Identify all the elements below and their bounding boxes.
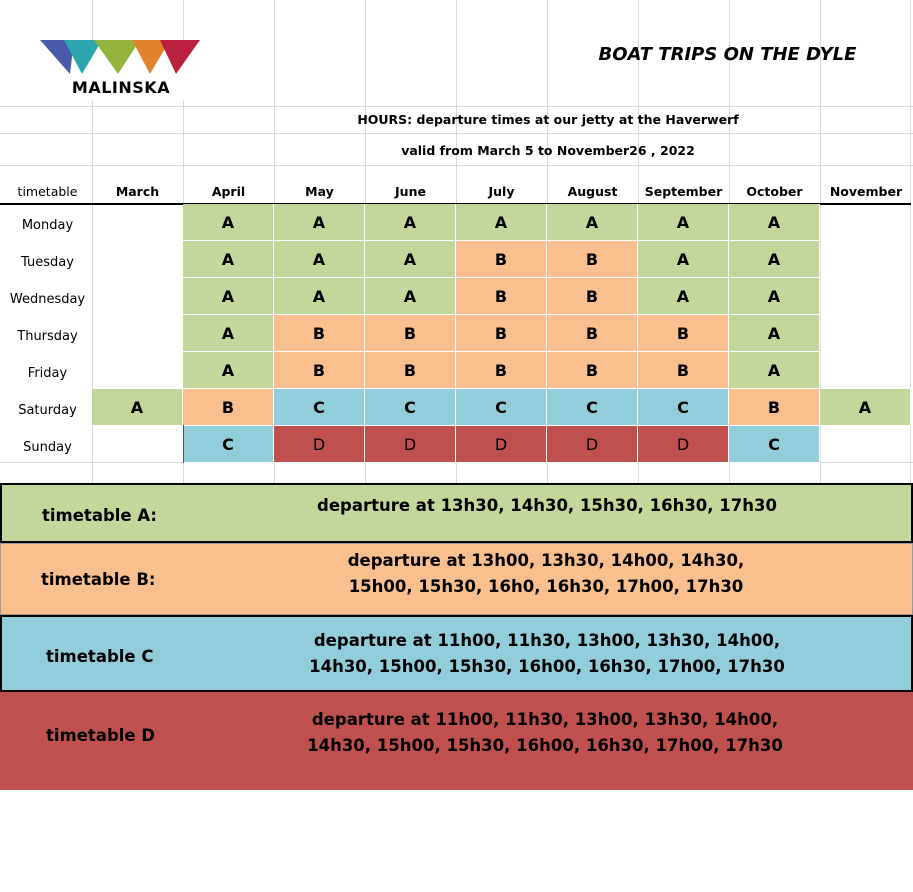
schedule-cell: A	[638, 204, 729, 241]
schedule-cell: B	[547, 352, 638, 389]
month-header: May	[305, 184, 334, 199]
schedule-cell: B	[456, 352, 547, 389]
valid-line: valid from March 5 to November26 , 2022	[401, 143, 695, 158]
schedule-cell: B	[456, 315, 547, 352]
malinska-logo	[40, 40, 202, 100]
schedule-cell: C	[729, 426, 820, 463]
departure-times	[211, 548, 881, 600]
departure-times	[210, 707, 880, 759]
timetable-label: timetable A:	[42, 506, 158, 525]
schedule-cell: A	[183, 278, 274, 315]
schedule-cell	[820, 352, 911, 389]
schedule-cell: B	[547, 278, 638, 315]
schedule-cell	[92, 315, 183, 352]
day-label: Wednesday	[9, 292, 86, 307]
month-header: July	[488, 184, 515, 199]
schedule-cell	[820, 241, 911, 278]
schedule-cell: B	[365, 352, 456, 389]
month-header: April	[211, 184, 246, 199]
schedule-cell: B	[547, 315, 638, 352]
departure-line: departure at 11h00, 11h30, 13h00, 13h30, 14h00,	[311, 710, 779, 729]
schedule-cell: A	[365, 241, 456, 278]
month-header: September	[644, 184, 723, 199]
hours-line: HOURS: departure times at our jetty at the Haverwerf	[357, 112, 739, 127]
schedule-cell: B	[274, 352, 365, 389]
schedule-cell: A	[274, 241, 365, 278]
schedule-cell: D	[456, 426, 547, 463]
schedule-cell: D	[274, 426, 365, 463]
timetable-band	[0, 692, 913, 790]
day-label: Tuesday	[21, 255, 74, 270]
schedule-cell: A	[365, 204, 456, 241]
schedule-cell: C	[183, 426, 274, 463]
departure-line: 15h00, 15h30, 16h0, 16h30, 17h00, 17h30	[348, 577, 744, 596]
day-label: Sunday	[23, 440, 72, 455]
logo-triangles-icon	[40, 40, 202, 76]
schedule-cell: A	[183, 352, 274, 389]
schedule-cell	[92, 204, 183, 241]
month-header: March	[115, 184, 160, 199]
schedule-cell: C	[365, 389, 456, 426]
schedule-cell: B	[729, 389, 820, 426]
month-header: June	[395, 184, 426, 199]
schedule-cell: A	[638, 241, 729, 278]
schedule-cell: B	[456, 278, 547, 315]
timetable-label: timetable D	[46, 726, 156, 745]
cell-outline	[183, 425, 275, 463]
departure-line: 14h30, 15h00, 15h30, 16h00, 16h30, 17h00, 17h30	[307, 736, 783, 755]
schedule-cell: C	[547, 389, 638, 426]
schedule-cell: A	[638, 278, 729, 315]
schedule-cell: A	[729, 204, 820, 241]
schedule-cell: A	[456, 204, 547, 241]
schedule-cell: B	[456, 241, 547, 278]
schedule-cell: D	[365, 426, 456, 463]
schedule-cell	[820, 204, 911, 241]
schedule-cell: A	[183, 241, 274, 278]
schedule-cell: C	[274, 389, 365, 426]
schedule-cell: A	[547, 204, 638, 241]
schedule-cell: A	[820, 389, 911, 426]
schedule-cell: A	[274, 204, 365, 241]
departure-line: departure at 13h30, 14h30, 15h30, 16h30, 17h30	[317, 496, 777, 515]
departure-line: departure at 13h00, 13h30, 14h00, 14h30,	[347, 551, 745, 570]
departure-times	[212, 493, 882, 519]
timetable-label: timetable B:	[41, 570, 156, 589]
schedule-cell	[92, 426, 183, 463]
schedule-cell	[92, 241, 183, 278]
schedule-cell: A	[729, 241, 820, 278]
schedule-cell: D	[638, 426, 729, 463]
schedule-cell: A	[92, 389, 183, 426]
page-title: BOAT TRIPS ON THE DYLE	[598, 44, 857, 65]
schedule-cell	[92, 352, 183, 389]
schedule-cell	[92, 278, 183, 315]
schedule-cell: A	[729, 278, 820, 315]
day-label: Monday	[21, 218, 74, 233]
month-header: August	[567, 184, 618, 199]
month-header: October	[746, 184, 803, 199]
schedule-cell: B	[274, 315, 365, 352]
departure-line: departure at 11h00, 11h30, 13h00, 13h30, 14h00,	[313, 631, 781, 650]
schedule-cell: C	[638, 389, 729, 426]
departure-line: 14h30, 15h00, 15h30, 16h00, 16h30, 17h00, 17h30	[309, 657, 785, 676]
schedule-cell: A	[729, 352, 820, 389]
schedule-cell: B	[638, 315, 729, 352]
schedule-cell: C	[456, 389, 547, 426]
schedule-cell: A	[729, 315, 820, 352]
schedule-cell: A	[365, 278, 456, 315]
schedule-cell: A	[183, 204, 274, 241]
schedule-cell: B	[183, 389, 274, 426]
day-label: Thursday	[17, 329, 78, 344]
schedule-cell: A	[274, 278, 365, 315]
schedule-cell	[820, 315, 911, 352]
header-corner: timetable	[17, 184, 78, 199]
schedule-cell: B	[365, 315, 456, 352]
departure-times	[212, 628, 882, 680]
schedule-cell: A	[183, 315, 274, 352]
schedule-cell	[820, 426, 911, 463]
month-header: November	[829, 184, 903, 199]
schedule-cell: B	[547, 241, 638, 278]
timetable-band	[0, 615, 913, 692]
schedule-cell: D	[547, 426, 638, 463]
timetable-band	[0, 543, 913, 615]
day-label: Friday	[27, 366, 68, 381]
schedule-cell: B	[638, 352, 729, 389]
day-label: Saturday	[18, 403, 77, 418]
timetable-band	[0, 483, 913, 543]
schedule-cell	[820, 278, 911, 315]
logo-text: MALINSKA	[71, 78, 171, 97]
timetable-label: timetable C	[46, 647, 154, 666]
